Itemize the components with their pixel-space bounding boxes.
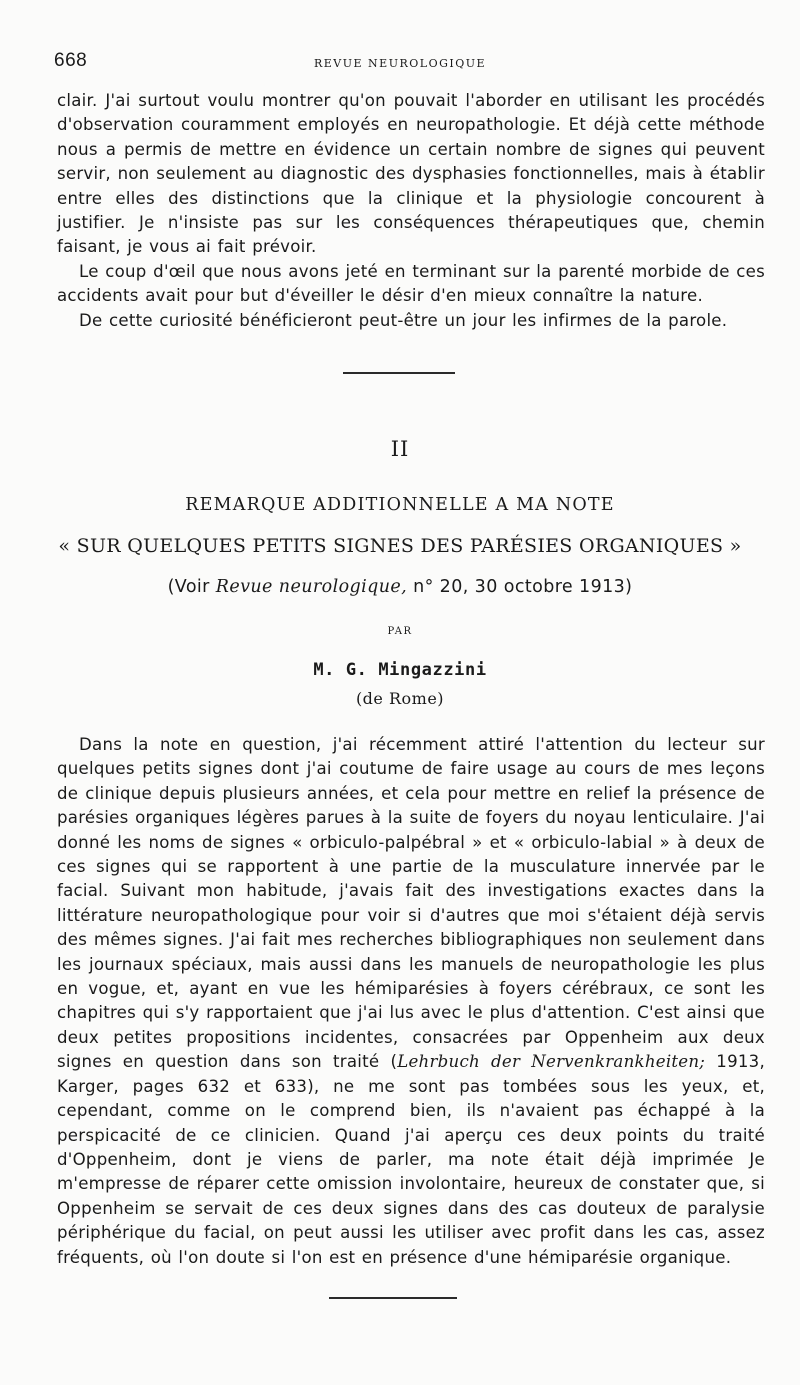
book-citation: Lehrbuch der Nervenkrankheiten;	[397, 1052, 706, 1072]
section-title-line-1: REMARQUE ADDITIONNELLE A MA NOTE	[185, 495, 615, 515]
author-name: M. G. Mingazzini	[313, 660, 487, 680]
author-affiliation: (de Rome)	[355, 689, 445, 708]
reference-open: (Voir	[167, 577, 210, 597]
section-number: II	[390, 437, 410, 461]
intro-paragraph-1: clair. J'ai surtout voulu montrer qu'on pouvait l'aborder en utilisant les procédés d'observation couramment employés en neuropathologie. Et déjà cette méthode nous a permis de mettre en évidence un certain nombre de signes qui peuvent servir, non seulement au diagnostic des dysphasies fonctionnelles, mais à établir entre elles des distinctions que la clinique et la physiologie concourent à justifier. Je n'insiste pas sur les conséquences thérapeutiques que, chemin faisant, je vous ai fait prévoir.	[57, 91, 765, 257]
page-header	[54, 50, 774, 80]
body-text-part-1: Dans la note en question, j'ai récemment attiré l'attention du lecteur sur quelques petits signes dont j'ai coutume de faire usage au cours de mes leçons de clinique depuis plusieurs années, et cela pour mettre en relief la présence de parésies organiques légères parues à la suite de foyers du noyau lenticulaire. J'ai donné les noms de signes « orbiculo-palpébral » et « orbiculo-labial » à deux de ces signes qui se rapportent à une partie de la musculature innervée par le facial. Suivant mon habitude, j'avais fait des investigations exactes dans la littérature neuropathologique pour voir si d'autres que moi s'étaient déjà servis des mêmes signes. J'ai fait mes recherches bibliographiques non seulement dans les journaux spéciaux, mais aussi dans les manuels de neuropathologie les plus en vogue, et, ayant en vue les hémiparésies à foyers cérébraux, ce sont les chapitres qui s'y rapportaient que j'ai lus avec le plus d'attention. C'est ainsi que deux petites propositions incidentes, consacrées par Oppenheim aux deux signes en question dans son traité (	[57, 735, 765, 1072]
reference-detail: n° 20, 30 octobre 1913)	[413, 577, 633, 597]
journal-title: Revue neurologique,	[215, 577, 408, 597]
page-number: 668	[54, 50, 88, 71]
reference-note	[0, 577, 800, 597]
running-head: REVUE NEUROLOGIQUE	[314, 57, 487, 70]
main-text	[57, 733, 765, 1270]
body-text-part-2: 1913, Karger, pages 632 et 633), ne me sont pas tombées sous les yeux, et, cependant, comme on le comprend bien, ils n'avaient pas échappé à la perspicacité de ce clinicien. Quand j'ai aperçu ces deux points du traité d'Oppenheim, dont je viens de parler, ma note était déjà imprimée Je m'empresse de réparer cette omission involontaire, heureux de constater que, si Oppenheim se servait de ces deux signes dans des cas douteux de paralysie périphérique du facial, on peut aussi les utiliser avec profit dans les cas, assez fréquents, où l'on doute si l'on est en présence d'une hémiparésie organique.	[57, 1052, 766, 1267]
section-divider-bottom	[329, 1297, 457, 1299]
intro-text	[57, 89, 765, 333]
body-paragraph	[57, 733, 765, 1270]
section-title-line-2: « SUR QUELQUES PETITS SIGNES DES PARÉSIES ORGANIQUES »	[58, 535, 742, 557]
section-divider-top	[343, 372, 455, 374]
by-label: PAR	[387, 626, 413, 637]
intro-paragraph-2: Le coup d'œil que nous avons jeté en terminant sur la parenté morbide de ces accidents avait pour but d'éveiller le désir d'en mieux connaître la nature.	[57, 261, 765, 306]
intro-paragraph-3: De cette curiosité bénéficieront peut-être un jour les infirmes de la parole.	[79, 310, 728, 330]
